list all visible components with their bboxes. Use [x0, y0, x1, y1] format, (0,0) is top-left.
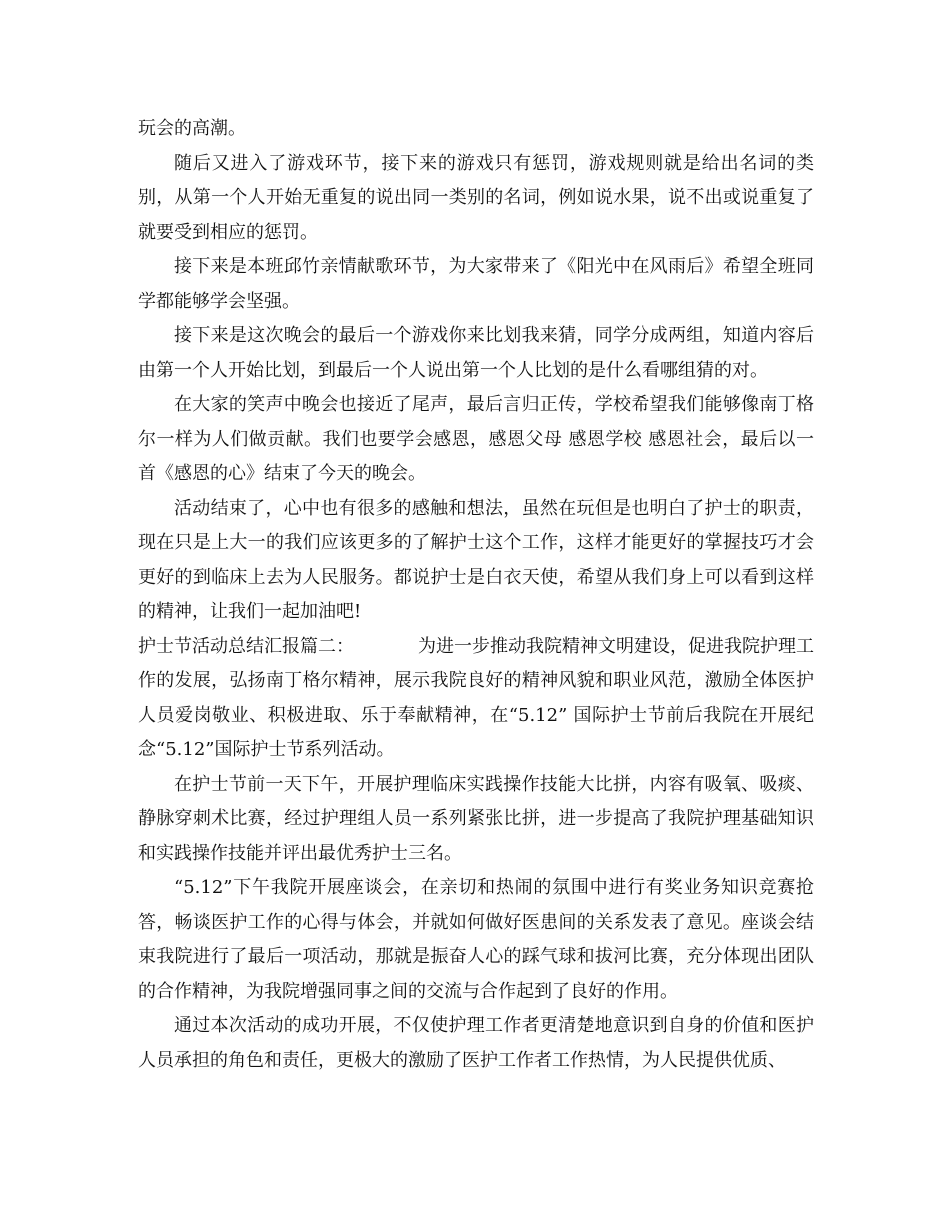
paragraph-continuation: 玩会的高潮。 — [138, 118, 246, 139]
section-title: 护士节活动总结汇报篇二： — [138, 635, 354, 657]
paragraph-song: 接下来是本班邱竹亲情献歌环节，为大家带来了《阳光中在风雨后》希望全班同学都能够学会坚强。 — [138, 256, 814, 312]
document-body — [138, 112, 814, 1078]
paragraph-ending: 在大家的笑声中晚会也接近了尾声，最后言归正传，学校希望我们能够像南丁格尔一样为人们做贡献。我们也要学会感恩，感恩父母 感恩学校 感恩社会，最后以一首《感恩的心》结束了今天的晚会。 — [138, 394, 814, 484]
paragraph-final-game: 接下来是这次晚会的最后一个游戏你来比划我来猜，同学分成两组，知道内容后由第一个人开始比划，到最后一个人说出第一个人比划的是什么看哪组猜的对。 — [138, 325, 814, 381]
section-two — [138, 630, 814, 768]
paragraph-reflection: 活动结束了，心中也有很多的感触和想法，虽然在玩但是也明白了护士的职责，现在只是上大一的我们应该更多的了解护士这个工作，这样才能更好的掌握技巧才会更好的到临床上去为人民服务。都说护士是白衣天使，希望从我们身上可以看到这样的精神，让我们一起加油吧! — [138, 497, 814, 622]
paragraph-skills-contest: 在护士节前一天下午，开展护理临床实践操作技能大比拼，内容有吸氧、吸痰、静脉穿刺术比赛，经过护理组人员一系列紧张比拼，进一步提高了我院护理基础知识和实践操作技能并评出最优秀护士三名。 — [138, 773, 814, 864]
section-intro: 为进一步推动我院精神文明建设，促进我院护理工作的发展，弘扬南丁格尔精神，展示我院良好的精神风貌和职业风范，激励全体医护人员爱岗敬业、积极进取、乐于奉献精神，在“5.12” 国际护士节前后我院在开展纪念“5.12”国际护士节系列活动。 — [138, 635, 814, 760]
paragraph-symposium: “5.12”下午我院开展座谈会，在亲切和热闹的氛围中进行有奖业务知识竞赛抢答，畅谈医护工作的心得与体会，并就如何做好医患间的关系发表了意见。座谈会结束我院进行了最后一项活动，那就是振奋人心的踩气球和拔河比赛，充分体现出团队的合作精神，为我院增强同事之间的交流与合作起到了良好的作用。 — [138, 877, 814, 1002]
paragraph-summary: 通过本次活动的成功开展，不仅使护理工作者更清楚地意识到自身的价值和医护人员承担的角色和责任，更极大的激励了医护工作者工作热情，为人民提供优质、 — [138, 1015, 814, 1071]
paragraph-game-rules: 随后又进入了游戏环节，接下来的游戏只有惩罚，游戏规则就是给出名词的类别，从第一个人开始无重复的说出同一类别的名词，例如说水果，说不出或说重复了就要受到相应的惩罚。 — [138, 152, 814, 243]
